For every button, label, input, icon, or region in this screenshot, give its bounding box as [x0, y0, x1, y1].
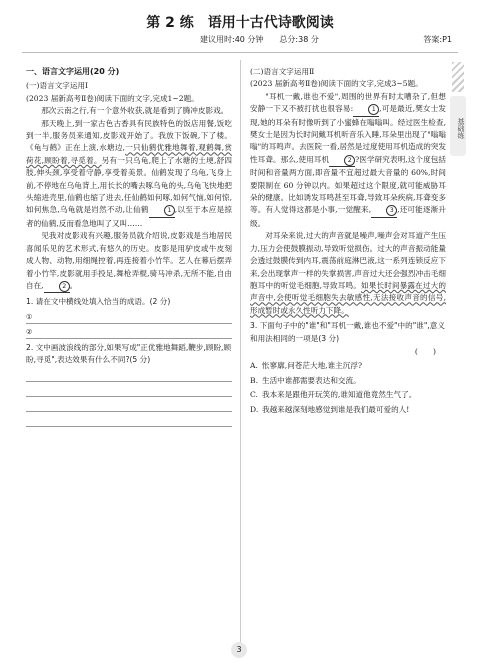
blank-marker: 2 — [344, 155, 355, 166]
time-score-info: 建议用时:40 分钟 总分:38 分 — [200, 35, 319, 44]
answer-line[interactable] — [26, 384, 232, 397]
blank-marker: 1 — [368, 104, 379, 115]
option-text: 怅寥廓,问苍茫大地,谁主沉浮? — [262, 361, 363, 371]
section-heading: 一、语言文字运用(20 分) — [26, 67, 120, 76]
blank-marker: 2 — [59, 281, 70, 292]
paragraph-text: 另有一只乌龟,爬上了水塘的土埂,舒四肢,伸头颈,享受着守静,享受着美景。仙鹤发现了乌龟,飞身上前,不停地在乌龟背上,用长长的嘴去啄乌龟的头,乌龟飞快地把头缩进壳里,仙鹤也缩了进去,任仙鹤如何啄,如何气恼,如何惊,如何焦急,乌龟就是岿然不动,让仙鹤 — [26, 155, 233, 215]
paragraph-text: ,可是最近,樊女士发现,她的耳朵有时像听到了小蜜蜂在嗡嗡叫。经过医生检查,樊女士是因为长时间戴耳机听音乐入睡,耳朵里出现了"嗡嗡嗡"的耳鸣声。去医院一看,居然是过度使用耳机造成的突发性耳聋。那么,使用耳机 — [250, 104, 447, 164]
paragraph — [26, 230, 232, 293]
answer-line-1[interactable]: ① — [26, 311, 232, 324]
right-column — [250, 66, 446, 418]
page-number: 3 — [231, 642, 247, 658]
wavy-underlined-text: 如果长时间暴露在过大的声音中,会使听觉毛细胞失去敏感性,无法接收声音的信号,形成暂时或永久性听力下降。 — [250, 280, 446, 315]
option-c[interactable] — [250, 389, 446, 401]
option-label: D. — [250, 404, 259, 414]
fill-blank-2[interactable] — [44, 280, 70, 293]
subsection-heading: (二)语言文字运用Ⅱ — [250, 67, 315, 76]
question-2: 2. 文中画波浪线的部分,如果写成"正优雅地舞蹈,鞭步,顾盼,顾盼,寻觅",表达效果有什么不同?(5 分) — [26, 342, 232, 365]
paragraph-text: 。 — [69, 280, 78, 290]
column-divider — [240, 60, 241, 650]
paragraph — [250, 230, 446, 317]
question-1: 1. 请在文中横线处填入恰当的成语。(2 分) — [26, 297, 171, 307]
option-a[interactable] — [250, 360, 446, 372]
page-title: 第 2 练 语用十古代诗歌阅读 — [146, 15, 334, 31]
wavy-underlined-text: 一只仙鹤优雅地舞着,观鹤舞,赏荷花,顾盼着,寻觅着。 — [26, 143, 233, 165]
paragraph-text: ,还可能逐渐升级。 — [250, 205, 446, 228]
header-rule — [22, 52, 458, 53]
option-label: A. — [250, 361, 258, 371]
option-b[interactable] — [250, 375, 446, 387]
blank-marker: 1 — [164, 205, 175, 216]
answer-line[interactable] — [26, 414, 232, 427]
paragraph-text: 见我对皮影戏有兴趣,服务员就介绍说,皮影戏是当地居民喜闻乐见的艺术形式,有悠久的历史。皮影是用驴皮或牛皮刻成人物、动物,用细绳控着,再连接着小竹竿。艺人在幕后摆弄着小竹竿,皮影就用手投足,舞枪弄棍,骑马冲杀,无所不能,自由自在, — [26, 231, 232, 290]
subsection-heading: (一)语言文字运用Ⅰ — [26, 81, 89, 91]
option-text: 我本来是跟他开玩笑的,谁知道他竟然生气了。 — [262, 390, 417, 400]
option-d[interactable] — [250, 404, 446, 416]
option-label: C. — [250, 390, 258, 400]
paragraph-text: "耳机一戴,谁也不爱",周围的世界有时太嘈杂了,但想安静一下又不被打扰也很容易: — [250, 91, 446, 114]
option-label: B. — [250, 375, 258, 385]
options-list — [250, 360, 446, 416]
side-tab: 基础练 — [450, 96, 466, 156]
paragraph-text: ?医学研究表明,这个度包括时间和音量两方面,即音量不宜超过最大音量的 60%,时间要限制在 60 分钟以内。如果超过这个限度,就可能威胁耳朵的健康。比如诱发耳鸣甚至耳聋,导致耳朵疾病,耳聋变多等。有人觉得这都是小事,一觉醒来, — [250, 154, 447, 215]
fill-blank-3[interactable] — [371, 204, 397, 217]
question-3: 3. 下面句子中的"谁"和"耳机一戴,谁也不爱"中的"谁",意义和用法相同的一项是(3 分) — [250, 321, 445, 343]
fill-blank-1[interactable] — [149, 204, 175, 217]
paragraph — [250, 91, 446, 230]
intro-text: (2023 届新高考Ⅱ卷)阅读下面的文字,完成3~5题。 — [250, 79, 423, 89]
fill-blank-1[interactable] — [353, 103, 379, 116]
decorative-stripes — [452, 62, 464, 92]
answer-line-2[interactable]: ② — [26, 326, 232, 339]
option-text: 我越来越深刻地感觉到谁是我们最可爱的人! — [262, 404, 410, 414]
paragraph: 那次云南之行,有一个意外收获,就是看到了腾冲皮影戏。 — [41, 106, 229, 116]
answer-reference: 答案:P1 — [423, 35, 452, 44]
paragraph-text: 那天晚上,到一家古色古香具有民族特色的饭店用餐,饭吃到一半,服务员来通知,皮影戏开始了。我放下饭碗,下了楼。《龟与鹤》正在上演,水塘边, — [26, 118, 232, 153]
blank-marker: 3 — [386, 205, 397, 216]
answer-line[interactable] — [26, 369, 232, 382]
left-column — [26, 66, 232, 429]
answer-line[interactable] — [26, 399, 232, 412]
answer-parentheses[interactable]: ( ) — [414, 346, 436, 356]
option-text: 生活中谁都需要表达和交流。 — [262, 375, 361, 385]
fill-blank-2[interactable] — [329, 154, 355, 167]
paragraph — [26, 118, 232, 231]
intro-text: (2023 届新高考Ⅱ卷)阅读下面的文字,完成1~2题。 — [26, 93, 199, 103]
paragraph-text: 对耳朵来说,过大的声音就是噪声,噪声会对耳道产生压力,压力会使鼓膜振动,导致听觉损伤。过大的声音振动能量会透过鼓膜传到内耳,震荡前庭淋巴液,这一系列连锁反应下来,会出现掌声一样的失掌损害,声音过大还会强烈冲击毛细胞耳中的听觉毛细胞,导致耳鸣。 — [250, 231, 446, 290]
paragraph-text: ,以至于本应是掠者的仙鹤,反而看急地叫了又叫…… — [26, 205, 232, 228]
